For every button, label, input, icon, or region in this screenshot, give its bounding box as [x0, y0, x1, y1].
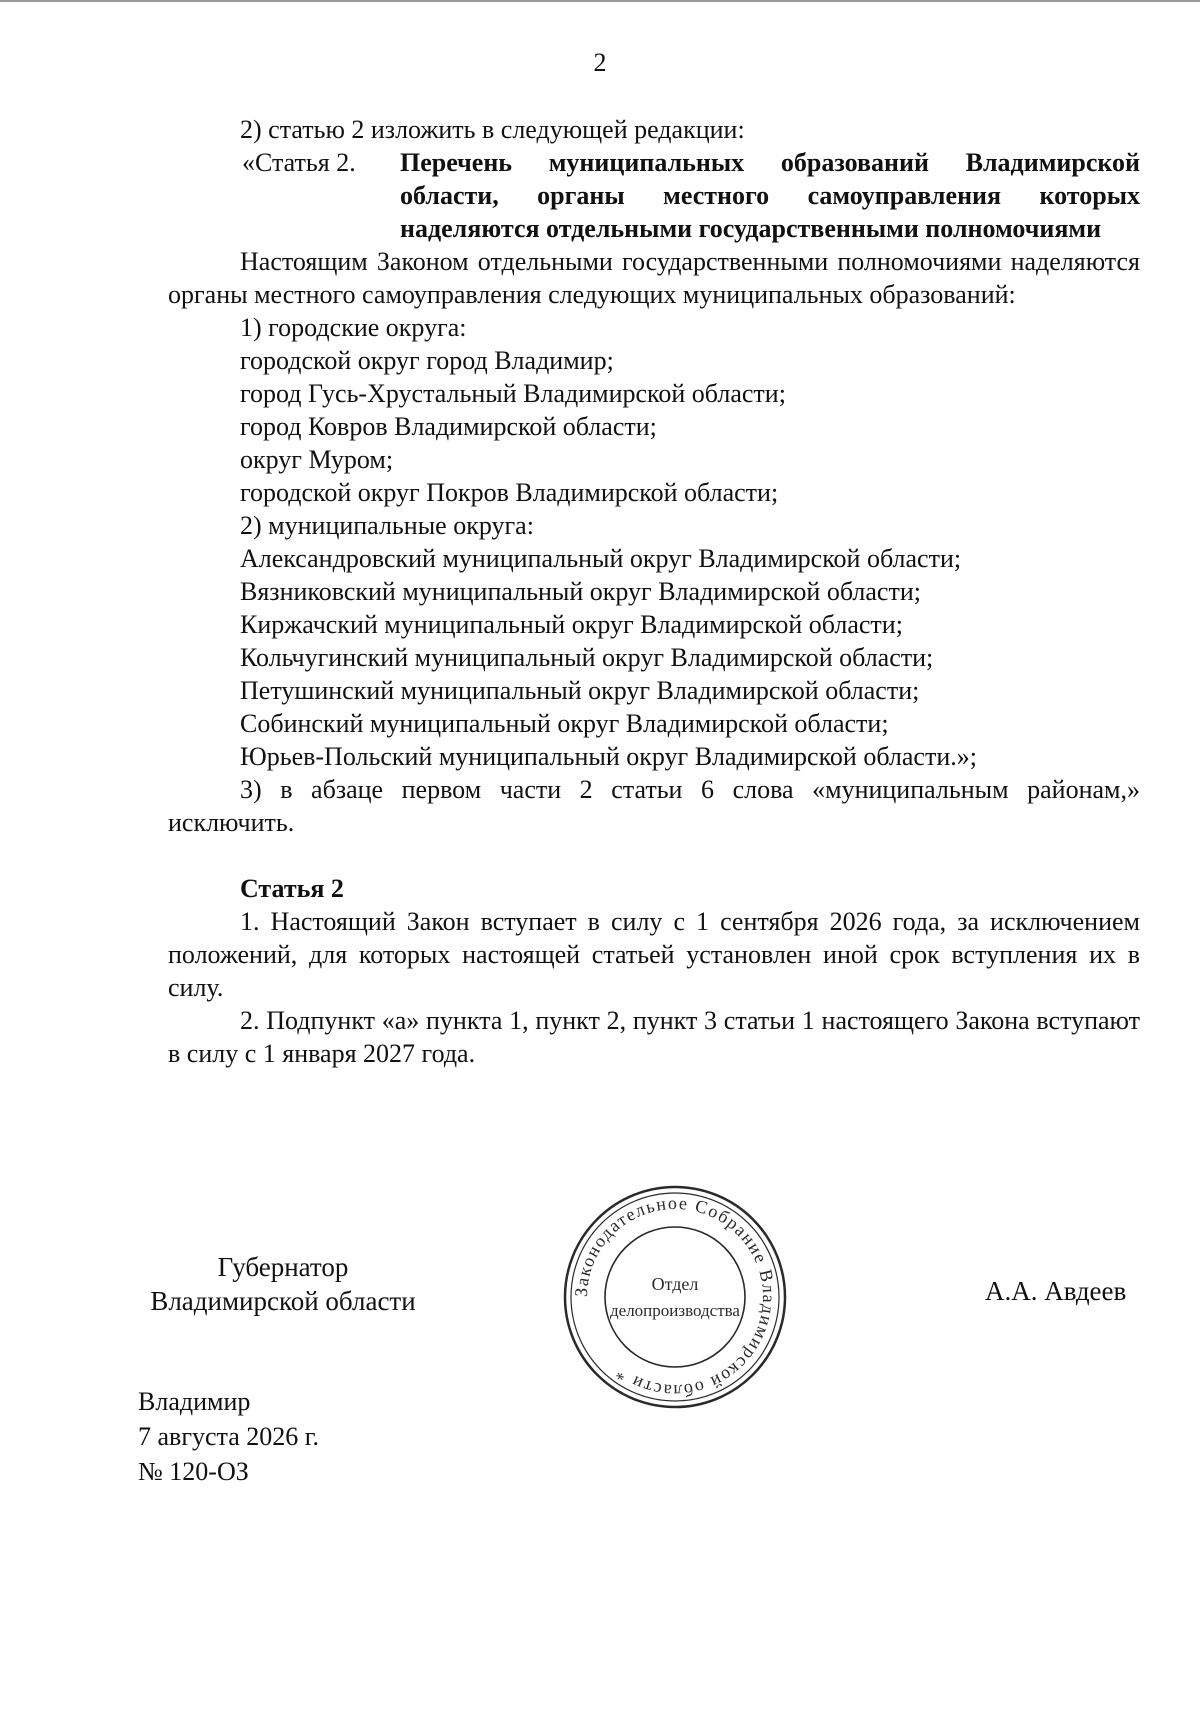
issue-city: Владимир: [138, 1387, 251, 1416]
list-item: Петушинский муниципальный округ Владимирской области;: [240, 676, 920, 705]
article-2-heading: Статья 2: [240, 874, 344, 903]
list-item: Вязниковский муниципальный округ Владимирской области;: [240, 577, 921, 606]
list-item: Кольчугинский муниципальный округ Владимирской области;: [240, 643, 934, 672]
list-item: Киржачский муниципальный округ Владимирской области;: [240, 610, 903, 639]
official-seal: [562, 1184, 788, 1410]
item-3: 3) в абзаце первом части 2 статьи 6 слова «муниципальным районам,» исключить.: [168, 775, 1140, 837]
list-item: городской округ город Владимир;: [240, 346, 614, 375]
seal-center-line-2: делопроизводства: [610, 1301, 740, 1320]
issue-date: 7 августа 2026 г.: [138, 1422, 319, 1451]
municipality-list: [168, 311, 1140, 773]
governor-line-1: Губернатор: [217, 1252, 349, 1282]
page-number: 2: [593, 48, 607, 77]
article-2-heading-quoted: [168, 146, 1140, 245]
list-item: округ Муром;: [240, 445, 394, 474]
item-2-intro: 2) статью 2 изложить в следующей редакции:: [240, 115, 745, 144]
svg-text:Законодательное Собрание Влади: [571, 1193, 779, 1401]
list-item: городской округ Покров Владимирской области;: [240, 478, 779, 507]
list-item: Юрьев-Польский муниципальный округ Владимирской области.»;: [240, 742, 977, 771]
list-item: 1) городские округа:: [240, 313, 467, 342]
article-prefix: «Статья 2.: [242, 148, 356, 177]
list-item: город Гусь-Хрустальный Владимирской области;: [240, 379, 786, 408]
issue-details: [138, 1384, 319, 1489]
signer-name: А.А. Авдеев: [985, 1276, 1127, 1306]
article-title: Перечень муниципальных образований Владимирской области, органы местного самоуправления которых наделяются отдельными государственными полномочиями: [400, 148, 1140, 243]
law-number: № 120-ОЗ: [138, 1457, 249, 1486]
seal-ring-text: Законодательное Собрание Владимирской области *: [570, 1192, 780, 1402]
scan-edge-line: [0, 0, 1200, 2]
list-item: 2) муниципальные округа:: [240, 511, 534, 540]
seal-center-line-1: Отдел: [651, 1274, 699, 1294]
document-body: [168, 113, 1140, 1070]
governor-line-2: Владимирской области: [150, 1286, 416, 1316]
list-item: Собинский муниципальный округ Владимирской области;: [240, 709, 889, 738]
list-item: город Ковров Владимирской области;: [240, 412, 657, 441]
article-2-paragraph-2: 2. Подпункт «а» пункта 1, пункт 2, пункт 3 статьи 1 настоящего Закона вступают в силу с 1 января 2027 года.: [168, 1006, 1140, 1068]
article-paragraph: Настоящим Законом отдельными государственными полномочиями наделяются органы местного самоуправления следующих муниципальных образований:: [168, 247, 1140, 309]
list-item: Александровский муниципальный округ Владимирской области;: [240, 544, 962, 573]
governor-title: [138, 1250, 428, 1318]
article-2-paragraph-1: 1. Настоящий Закон вступает в силу с 1 сентября 2026 года, за исключением положений, для которых настоящей статьей установлен иной срок вступления их в силу.: [168, 907, 1140, 1002]
